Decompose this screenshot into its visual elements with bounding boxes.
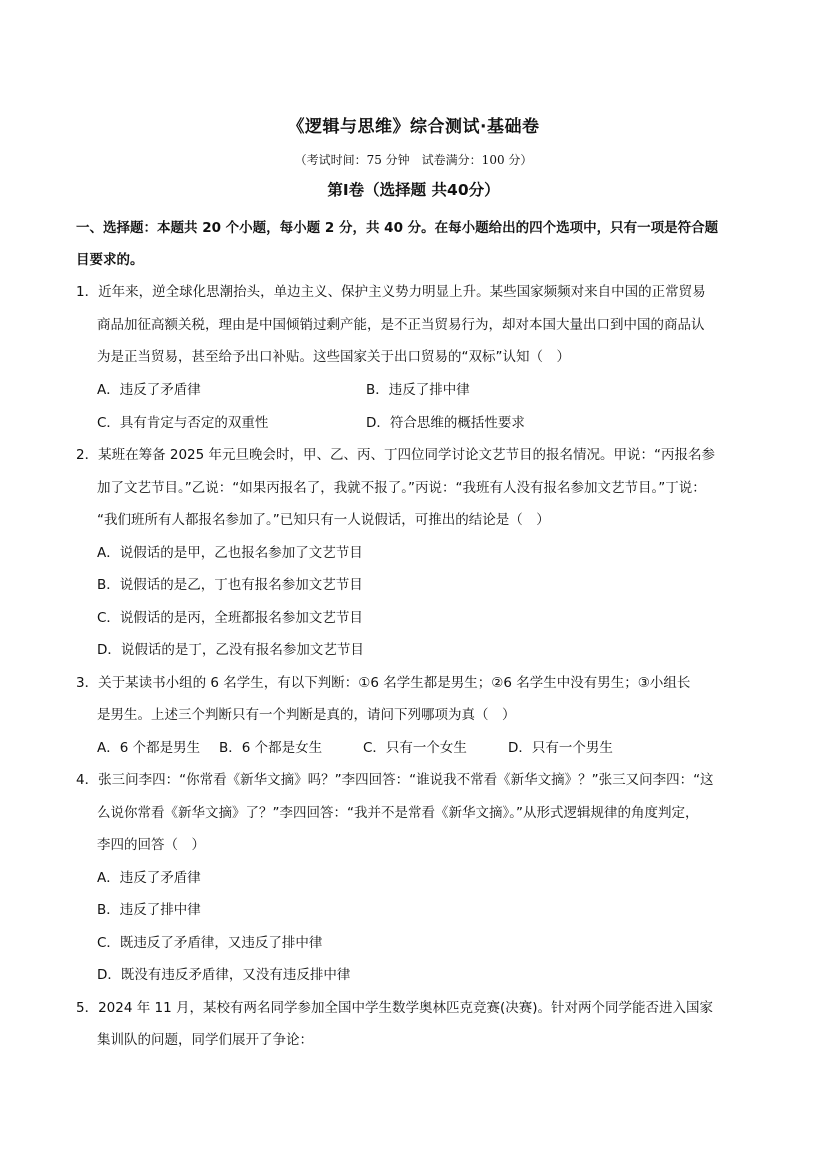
question-1-option-d[interactable]: D．符合思维的概括性要求 <box>366 415 525 431</box>
question-1-option-a[interactable]: A．违反了矛盾律 <box>97 382 201 398</box>
instructions-line-2: 目要求的。 <box>76 252 144 268</box>
question-4-option-c[interactable]: C．既违反了矛盾律，又违反了排中律 <box>97 935 323 951</box>
section-heading: 第Ⅰ卷（选择题 共40分） <box>327 181 500 199</box>
question-4-option-a[interactable]: A．违反了矛盾律 <box>97 870 201 886</box>
page-title: 《逻辑与思维》综合测试·基础卷 <box>287 117 540 137</box>
question-4-option-b[interactable]: B．违反了排中律 <box>97 902 201 918</box>
question-3-option-b[interactable]: B．6 个都是女生 <box>219 740 323 756</box>
question-5-line-2: 集训队的问题，同学们展开了争论： <box>97 1032 313 1048</box>
question-3-option-d[interactable]: D．只有一个男生 <box>508 740 613 756</box>
question-2-option-a[interactable]: A．说假话的是甲，乙也报名参加了文艺节目 <box>97 545 363 561</box>
question-1-option-b[interactable]: B．违反了排中律 <box>366 382 470 398</box>
question-3-line-1: 3．关于某读书小组的 6 名学生，有以下判断：①6 名学生都是男生；②6 名学生中没有男生；③小组长 <box>76 675 691 691</box>
question-3-option-c[interactable]: C．只有一个女生 <box>363 740 467 756</box>
question-2-option-b[interactable]: B．说假话的是乙，丁也有报名参加文艺节目 <box>97 577 363 593</box>
question-1-line-2: 商品加征高额关税，理由是中国倾销过剩产能，是不正当贸易行为，却对本国大量出口到中国的商品认 <box>97 317 705 333</box>
question-1-option-c[interactable]: C．具有肯定与否定的双重性 <box>97 415 269 431</box>
instructions-line-1: 一、选择题：本题共 20 个小题，每小题 2 分，共 40 分。在每小题给出的四个选项中，只有一项是符合题 <box>76 220 719 236</box>
question-3-line-2: 是男生。上述三个判断只有一个判断是真的，请问下列哪项为真（ ） <box>97 707 516 723</box>
question-4-option-d[interactable]: D．既没有违反矛盾律，又没有违反排中律 <box>97 967 351 983</box>
question-4-line-2: 么说你常看《新华文摘》了？”李四回答：“我并不是常看《新华文摘》。”从形式逻辑规律的角度判定， <box>97 805 699 821</box>
question-1-line-3: 为是正当贸易，甚至给予出口补贴。这些国家关于出口贸易的“双标”认知（ ） <box>97 349 570 365</box>
exam-info: （考试时间：75 分钟 试卷满分：100 分） <box>294 153 533 167</box>
question-2-option-c[interactable]: C．说假话的是丙，全班都报名参加文艺节目 <box>97 610 363 626</box>
question-2-line-2: 加了文艺节目。”乙说：“如果丙报名了，我就不报了。”丙说：“我班有人没有报名参加文艺节目。”丁说： <box>97 480 706 496</box>
question-4-line-1: 4．张三问李四：“你常看《新华文摘》吗？”李四回答：“谁说我不常看《新华文摘》？”张三又问李四：“这 <box>76 772 714 788</box>
question-2-line-1: 2．某班在筹备 2025 年元旦晚会时，甲、乙、丙、丁四位同学讨论文艺节目的报名情况。甲说：“丙报名参 <box>76 447 716 463</box>
question-3-option-a[interactable]: A．6 个都是男生 <box>97 740 201 756</box>
question-2-option-d[interactable]: D．说假话的是丁，乙没有报名参加文艺节目 <box>97 642 364 658</box>
question-1-line-1: 1．近年来，逆全球化思潮抬头，单边主义、保护主义势力明显上升。某些国家频频对来自中国的正常贸易 <box>76 284 706 300</box>
question-2-line-3: “我们班所有人都报名参加了。”已知只有一人说假话，可推出的结论是（ ） <box>97 512 550 528</box>
question-4-line-3: 李四的回答（ ） <box>97 837 205 853</box>
question-5-line-1: 5．2024 年 11 月，某校有两名同学参加全国中学生数学奥林匹克竞赛(决赛)。针对两个同学能否进入国家 <box>76 1000 714 1016</box>
